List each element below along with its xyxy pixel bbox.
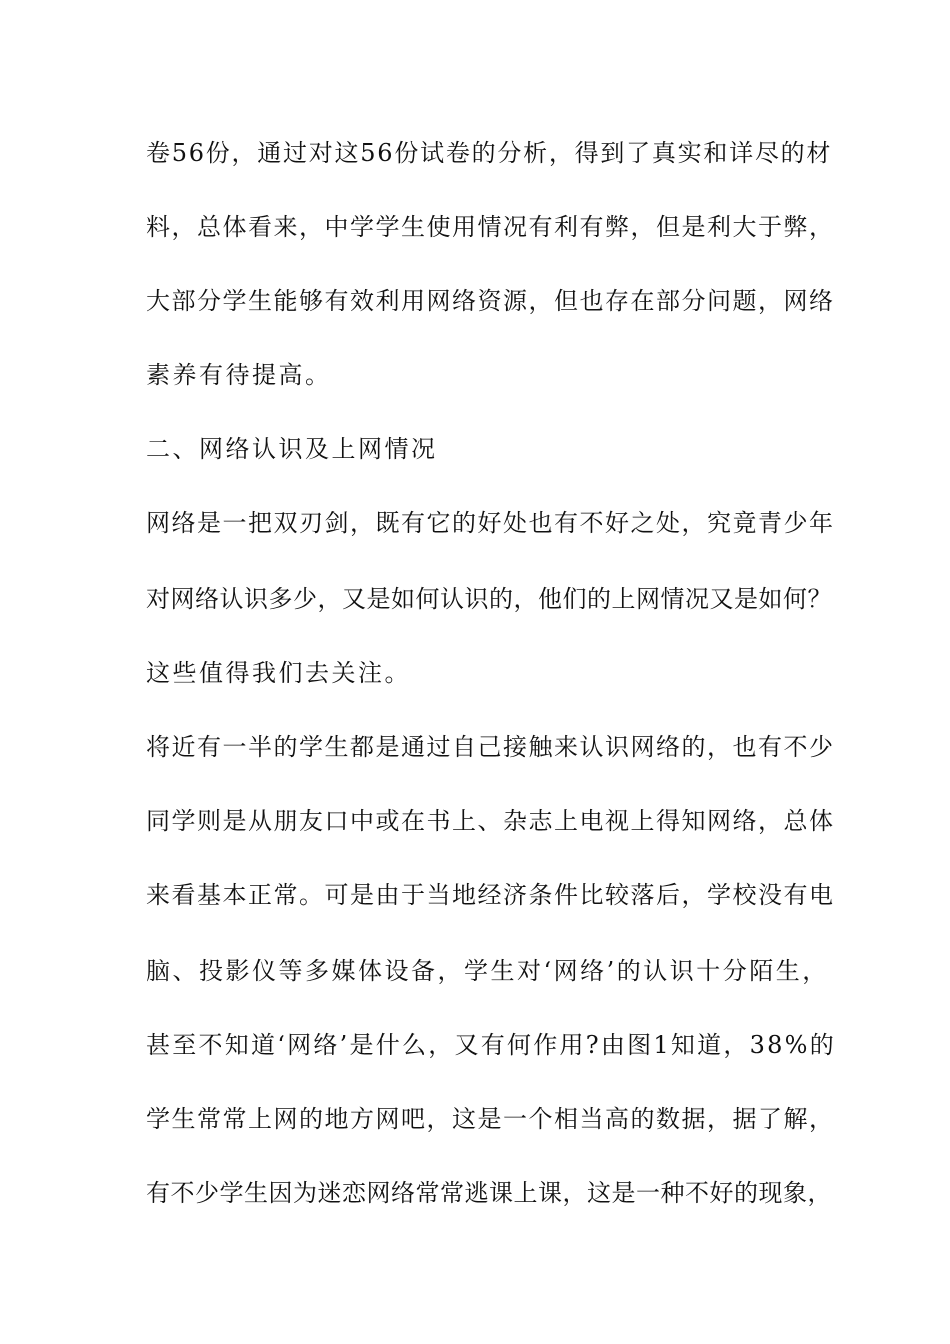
- paragraph-line: 素养有待提高。: [146, 361, 332, 389]
- paragraph-line: 料，总体看来，中学学生使用情况有利有弊，但是利大于弊，: [146, 213, 835, 241]
- paragraph-line: 卷56份，通过对这56份试卷的分析，得到了真实和详尽的材: [146, 139, 833, 167]
- paragraph-line: 同学则是从朋友口中或在书上、杂志上电视上得知网络，总体: [146, 807, 835, 835]
- paragraph-line: 将近有一半的学生都是通过自己接触来认识网络的，也有不少: [146, 733, 835, 761]
- paragraph-line: 有不少学生因为迷恋网络常常逃课上课，这是一种不好的现象，: [146, 1179, 832, 1207]
- paragraph-line: 大部分学生能够有效利用网络资源，但也存在部分问题，网络: [146, 287, 835, 315]
- paragraph-line: 脑、投影仪等多媒体设备，学生对‘网络’的认识十分陌生，: [146, 957, 829, 985]
- paragraph-line: 来看基本正常。可是由于当地经济条件比较落后，学校没有电: [146, 881, 835, 909]
- paragraph-line: 这些值得我们去关注。: [146, 659, 411, 687]
- paragraph-line: 学生常常上网的地方网吧，这是一个相当高的数据，据了解，: [146, 1105, 835, 1133]
- section-heading: 二、网络认识及上网情况: [146, 435, 438, 463]
- paragraph-line: 网络是一把双刃剑，既有它的好处也有不好之处，究竟青少年: [146, 509, 835, 537]
- paragraph-line: 甚至不知道‘网络’是什么，又有何作用?由图1知道，38%的: [146, 1031, 836, 1059]
- paragraph-line: 对网络认识多少，又是如何认识的，他们的上网情况又是如何？: [146, 585, 832, 613]
